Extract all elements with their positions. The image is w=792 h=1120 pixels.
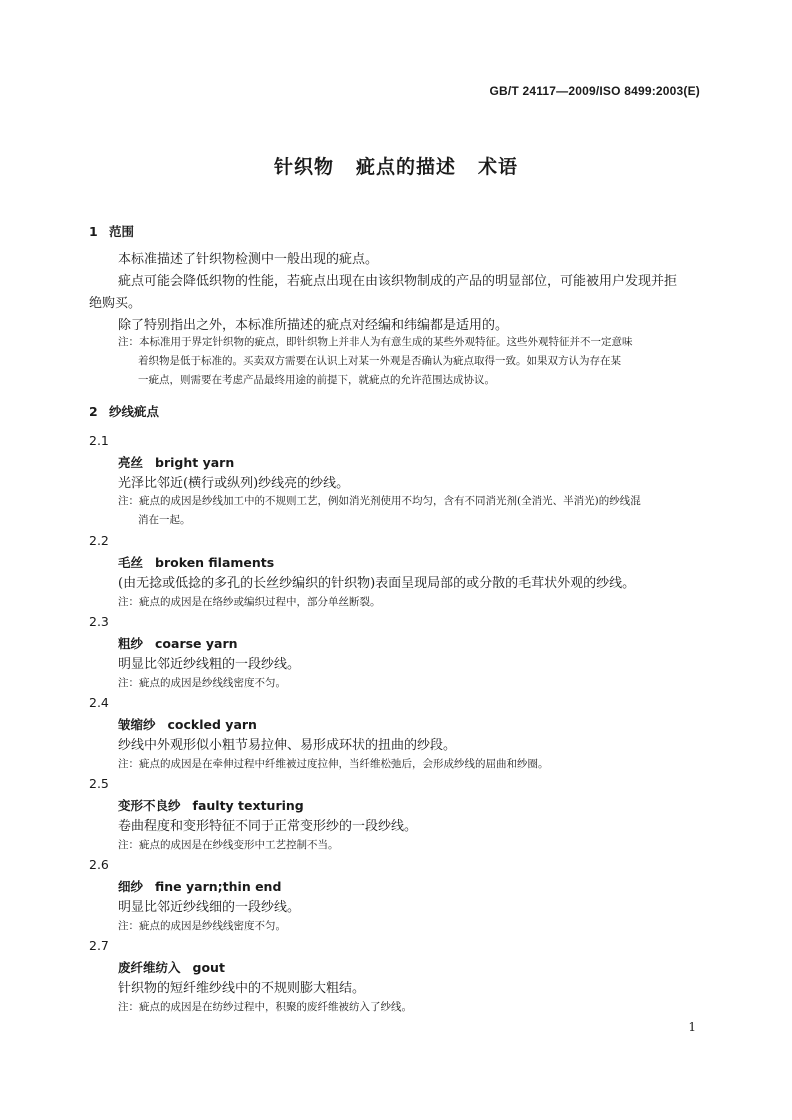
term-heading (118, 715, 257, 733)
section-1-number: 1 (89, 224, 98, 239)
term-heading (118, 453, 234, 471)
term-note: 注：疵点的成因是纱线线密度不匀。 (118, 920, 286, 932)
standard-code: GB/T 24117—2009/ISO 8499:2003(E) (489, 84, 700, 98)
term-en: coarse yarn (155, 636, 238, 651)
term-heading (118, 796, 304, 814)
term-heading (118, 958, 225, 976)
term-zh: 废纤维纺入 (118, 960, 181, 975)
page-number: 1 (688, 1020, 696, 1034)
term-en: bright yarn (155, 455, 235, 470)
term-note: 注：疵点的成因是在牵伸过程中纤维被过度拉伸，当纤维松弛后，会形成纱线的屈曲和纱圈。 (118, 758, 549, 770)
term-definition: (由无捻或低捻的多孔的长丝纱编织的针织物)表面呈现局部的或分散的毛茸状外观的纱线。 (118, 576, 636, 591)
term-definition: 纱线中外观形似小粗节易拉伸、易形成环状的扭曲的纱段。 (118, 738, 457, 753)
term-zh: 皱缩纱 (118, 717, 156, 732)
term-zh: 亮丝 (118, 455, 144, 470)
term-note: 注：疵点的成因是纱线线密度不匀。 (118, 677, 286, 689)
term-number: 2.3 (89, 614, 109, 629)
term-note: 注：疵点的成因是在纱线变形中工艺控制不当。 (118, 839, 339, 851)
scope-paragraph-2-line2: 绝购买。 (89, 296, 142, 311)
term-definition: 光泽比邻近(横行或纵列)纱线亮的纱线。 (118, 476, 350, 491)
scope-note-line2: 着织物是低于标准的。买卖双方需要在认识上对某一外观是否确认为疵点取得一致。如果双方认为存在某 (138, 355, 621, 367)
title-part3: 术语 (478, 156, 519, 178)
section-2-heading (89, 402, 159, 420)
term-heading (118, 634, 238, 652)
scope-paragraph-2-line1: 疵点可能会降低织物的性能，若疵点出现在由该织物制成的产品的明显部位，可能被用户发现并拒 (118, 274, 678, 289)
term-heading (118, 553, 274, 571)
section-2-number: 2 (89, 404, 98, 419)
term-definition: 针织物的短纤维纱线中的不规则膨大粗结。 (118, 981, 366, 996)
term-en: cockled yarn (167, 717, 257, 732)
section-1-title: 范围 (109, 224, 135, 239)
term-definition: 卷曲程度和变形特征不同于正常变形纱的一段纱线。 (118, 819, 418, 834)
term-number: 2.4 (89, 695, 109, 710)
term-en: broken filaments (155, 555, 275, 570)
term-note (118, 492, 708, 530)
term-number: 2.6 (89, 857, 109, 872)
title-part1: 针织物 (273, 156, 334, 178)
term-note: 注：疵点的成因是在络纱或编织过程中，部分单丝断裂。 (118, 596, 381, 608)
term-en: faulty texturing (192, 798, 304, 813)
section-2-title: 纱线疵点 (109, 404, 160, 419)
scope-paragraph-1: 本标准描述了针织物检测中一般出现的疵点。 (118, 252, 379, 267)
scope-paragraph-3: 除了特别指出之外，本标准所描述的疵点对经编和纬编都是适用的。 (118, 318, 509, 333)
term-number: 2.5 (89, 776, 109, 791)
term-note: 注：疵点的成因是在纺纱过程中，积聚的废纤维被纺入了纱线。 (118, 1001, 412, 1013)
term-en: fine yarn;thin end (155, 879, 282, 894)
scope-note-line3: 一疵点，则需要在考虑产品最终用途的前提下，就疵点的允许范围达成协议。 (138, 374, 495, 386)
document-title (0, 152, 792, 179)
scope-note (118, 333, 708, 390)
term-definition: 明显比邻近纱线细的一段纱线。 (118, 900, 301, 915)
term-definition: 明显比邻近纱线粗的一段纱线。 (118, 657, 301, 672)
term-zh: 细纱 (118, 879, 144, 894)
term-number: 2.7 (89, 938, 109, 953)
term-zh: 毛丝 (118, 555, 144, 570)
term-en: gout (192, 960, 225, 975)
term-zh: 粗纱 (118, 636, 144, 651)
section-1-heading (89, 222, 134, 240)
term-number: 2.2 (89, 533, 109, 548)
term-note-line2: 消在一起。 (138, 514, 191, 526)
term-heading (118, 877, 281, 895)
term-note-line1: 注：疵点的成因是纱线加工中的不规则工艺，例如消光剂使用不均匀，含有不同消光剂(全消光、半消光)的纱线混 (118, 495, 641, 507)
scope-note-line1: 注：本标准用于界定针织物的疵点，即针织物上并非人为有意生成的某些外观特征。这些外观特征并不一定意味 (118, 336, 633, 348)
term-number: 2.1 (89, 433, 109, 448)
term-zh: 变形不良纱 (118, 798, 181, 813)
title-part2: 疵点的描述 (355, 156, 456, 178)
